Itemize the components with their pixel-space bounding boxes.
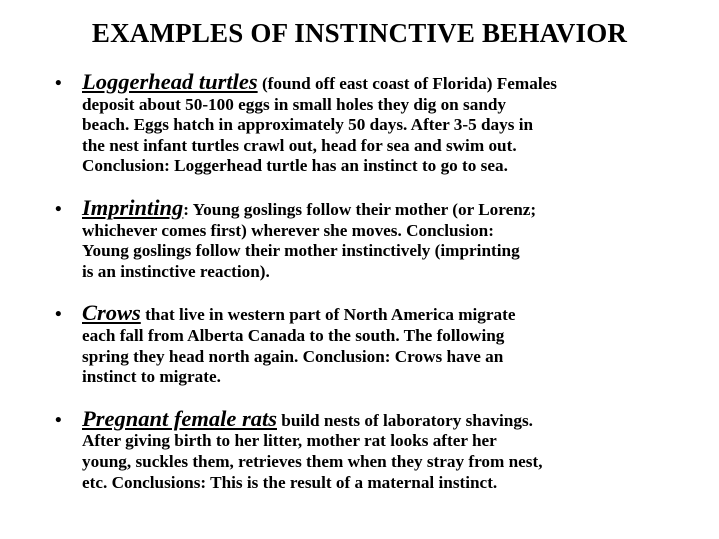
bullet-dot-icon: • (55, 73, 62, 94)
bullet-list (55, 69, 705, 493)
bullet-first-line (82, 405, 705, 432)
bullet-text-line: build nests of laboratory shavings. (277, 410, 533, 430)
bullet-text-line: instinct to migrate. (82, 367, 221, 387)
bullet-first-line (82, 300, 705, 326)
bullet-text-line: beach. Eggs hatch in approximately 50 days. After 3-5 days in (82, 115, 534, 135)
bullet-lead-term: Imprinting (82, 194, 184, 220)
bullet-crows (55, 300, 705, 387)
bullet-lead-term: Loggerhead turtles (82, 69, 258, 94)
bullet-lead-term: Crows (82, 300, 141, 326)
bullet-text-line: each fall from Alberta Canada to the south. The following (82, 325, 505, 345)
bullet-text-line: : Young goslings follow their mother (or Lorenz; (183, 199, 537, 219)
bullet-text-line: After giving birth to her litter, mother rat looks after her (82, 431, 497, 451)
bullet-text-line: Young goslings follow their mother instinctively (imprinting (82, 241, 520, 261)
bullet-text-line: the nest infant turtles crawl out, head for sea and swim out. (82, 135, 517, 155)
bullet-text-line: spring they head north again. Conclusion: Crows have an (82, 346, 504, 366)
bullet-text-line: deposit about 50-100 eggs in small holes they dig on sandy (82, 94, 507, 114)
bullet-lead-term: Pregnant female rats (82, 405, 277, 431)
bullet-dot-icon: • (55, 304, 62, 326)
bullet-dot-icon: • (55, 409, 62, 431)
bullet-loggerhead-turtles (55, 69, 705, 177)
bullet-dot-icon: • (55, 198, 62, 220)
bullet-text-line: (found off east coast of Florida) Females (257, 74, 557, 93)
slide-title: EXAMPLES OF INSTINCTIVE BEHAVIOR (91, 18, 628, 48)
bullet-text-line: young, suckles them, retrieves them when they stray from nest, (82, 451, 543, 471)
bullet-text-line: etc. Conclusions: This is the result of a maternal instinct. (82, 472, 498, 492)
bullet-first-line (82, 194, 705, 221)
bullet-pregnant-female-rats (55, 405, 705, 493)
bullet-text-line: Conclusion: Loggerhead turtle has an instinct to go to sea. (82, 156, 508, 176)
bullet-text-line: is an instinctive reaction). (82, 261, 270, 281)
bullet-imprinting (55, 194, 705, 282)
bullet-text-line: that live in western part of North America migrate (140, 305, 516, 325)
bullet-first-line (82, 69, 705, 95)
bullet-text-line: whichever comes first) wherever she moves. Conclusion: (82, 220, 494, 240)
